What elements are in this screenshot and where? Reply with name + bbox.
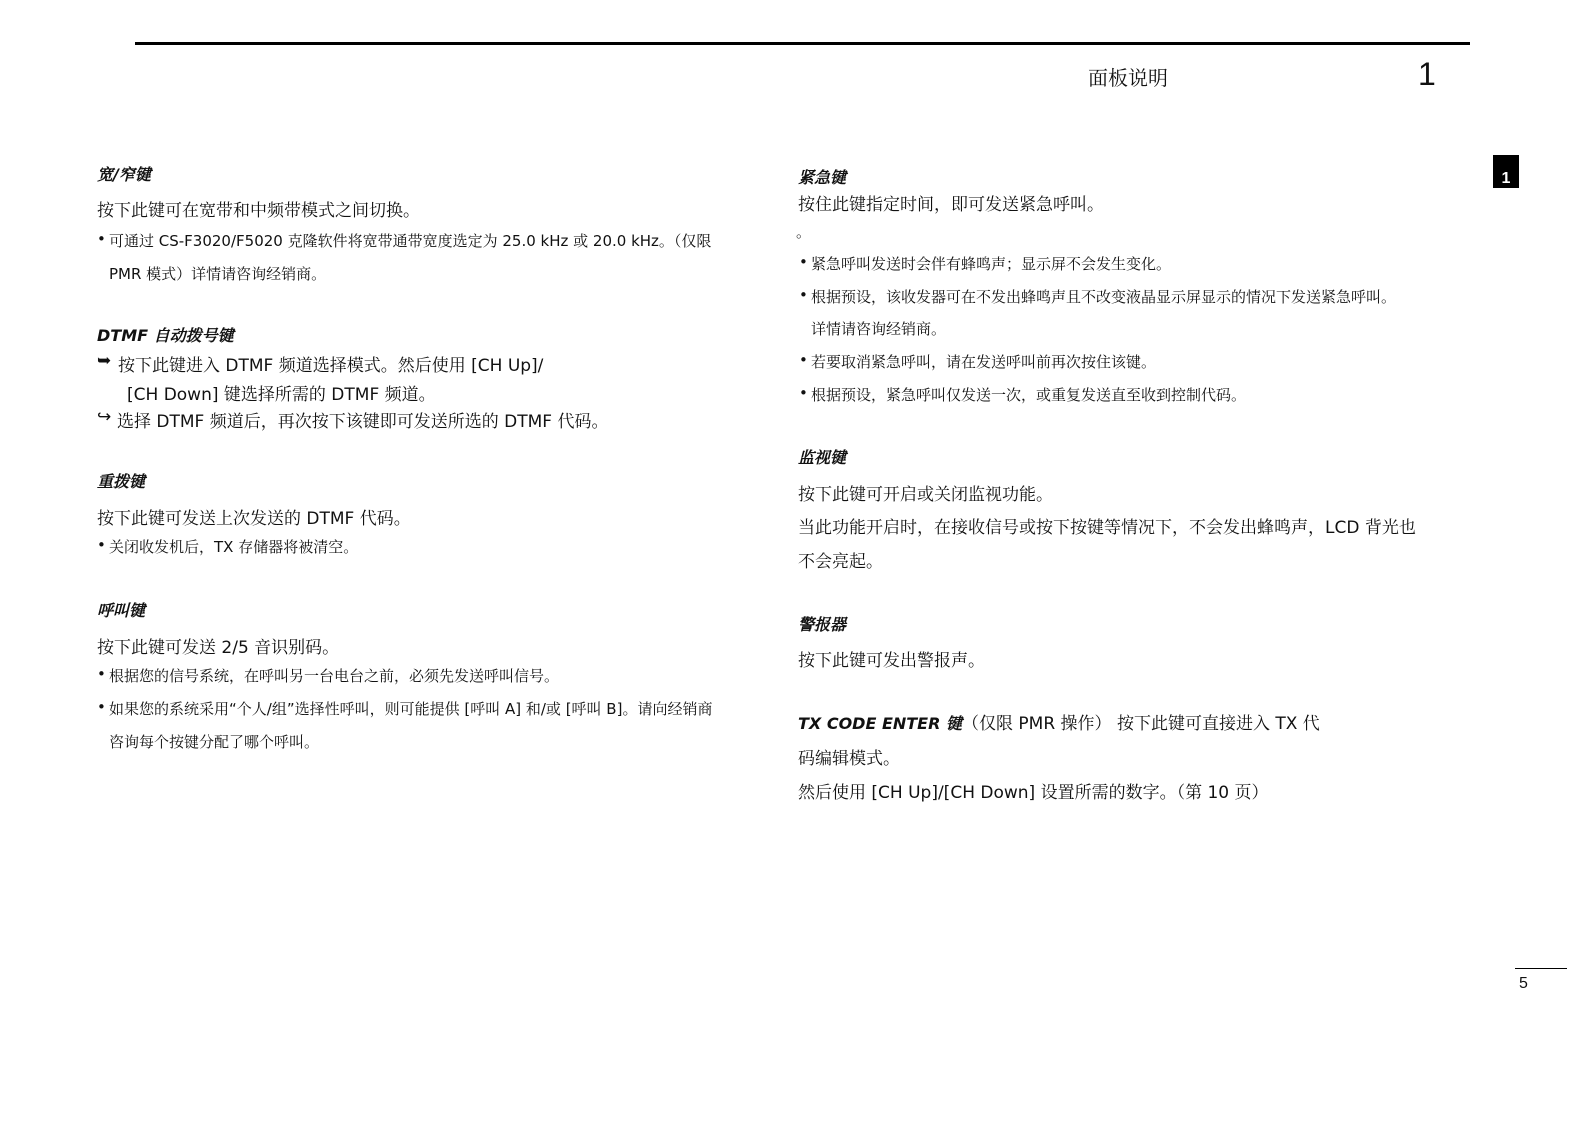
emergency-heading: 紧急键 bbox=[798, 168, 847, 187]
emergency-bullet-2-cont: 详情请咨询经销商。 bbox=[811, 320, 947, 338]
step-arrow-icon: ➥ bbox=[97, 351, 112, 371]
monitor-body-2-cont: 不会亮起。 bbox=[798, 552, 883, 572]
call-bullet-2-cont: 咨询每个按键分配了哪个呼叫。 bbox=[109, 733, 320, 751]
call-body: 按下此键可发送 2/5 音识别码。 bbox=[97, 638, 340, 658]
emergency-dot: 。 bbox=[796, 223, 812, 241]
page-number: 5 bbox=[1519, 975, 1528, 992]
emergency-bullet-4: • 根据预设，紧急呼叫仅发送一次，或重复发送直至收到控制代码。 bbox=[811, 384, 1246, 405]
tx-code-line-2: 码编辑模式。 bbox=[798, 749, 900, 769]
redial-body: 按下此键可发送上次发送的 DTMF 代码。 bbox=[97, 509, 411, 529]
tx-code-line-3: 然后使用 [CH Up]/[CH Down] 设置所需的数字。（第 10 页） bbox=[798, 783, 1269, 803]
dtmf-step1: 按下此键进入 DTMF 频道选择模式。然后使用 [CH Up]/ bbox=[118, 356, 544, 376]
wide-narrow-bullet-cont: PMR 模式）详情请咨询经销商。 bbox=[109, 265, 327, 283]
chapter-side-tab: 1 bbox=[1493, 155, 1519, 188]
wide-narrow-heading: 宽/窄键 bbox=[97, 165, 151, 184]
wide-narrow-bullet: • 可通过 CS-F3020/F5020 克隆软件将宽带通带宽度选定为 25.0 kHz 或 20.0 kHz。（仅限 bbox=[109, 230, 711, 251]
dtmf-step1-cont: [CH Down] 键选择所需的 DTMF 频道。 bbox=[127, 385, 436, 405]
alarm-body: 按下此键可发出警报声。 bbox=[798, 651, 985, 671]
footer-rule bbox=[1515, 968, 1567, 969]
return-arrow-icon: ↪ bbox=[97, 407, 112, 427]
alarm-heading: 警报器 bbox=[798, 615, 847, 634]
monitor-body-2: 当此功能开启时，在接收信号或按下按键等情况下，不会发出蜂鸣声，LCD 背光也 bbox=[798, 518, 1416, 538]
tx-code-line bbox=[798, 709, 1320, 734]
emergency-bullet-1: • 紧急呼叫发送时会伴有蜂鸣声；显示屏不会发生变化。 bbox=[811, 253, 1171, 274]
chapter-title: 面板说明 bbox=[1088, 66, 1168, 90]
dtmf-step2: 选择 DTMF 频道后，再次按下该键即可发送所选的 DTMF 代码。 bbox=[117, 412, 609, 432]
call-bullet-2: • 如果您的系统采用“个人/组”选择性呼叫，则可能提供 [呼叫 A] 和/或 [呼叫 B]。请向经销商 bbox=[109, 698, 712, 719]
call-bullet-1: • 根据您的信号系统，在呼叫另一台电台之前，必须先发送呼叫信号。 bbox=[109, 665, 559, 686]
emergency-body: 按住此键指定时间，即可发送紧急呼叫。 bbox=[798, 195, 1104, 215]
dtmf-heading: DTMF 自动拨号键 bbox=[97, 326, 234, 345]
emergency-bullet-2: • 根据预设，该收发器可在不发出蜂鸣声且不改变液晶显示屏显示的情况下发送紧急呼叫。 bbox=[811, 286, 1396, 307]
redial-bullet: • 关闭收发机后，TX 存储器将被清空。 bbox=[109, 536, 358, 557]
call-heading: 呼叫键 bbox=[97, 601, 146, 620]
wide-narrow-body: 按下此键可在宽带和中频带模式之间切换。 bbox=[97, 201, 420, 221]
monitor-body-1: 按下此键可开启或关闭监视功能。 bbox=[798, 485, 1053, 505]
monitor-heading: 监视键 bbox=[798, 448, 847, 467]
chapter-number: 1 bbox=[1418, 56, 1436, 92]
tx-code-inline: （仅限 PMR 操作） 按下此键可直接进入 TX 代 bbox=[962, 714, 1320, 734]
emergency-bullet-3: • 若要取消紧急呼叫，请在发送呼叫前再次按住该键。 bbox=[811, 351, 1156, 372]
redial-heading: 重拨键 bbox=[97, 472, 146, 491]
tx-code-heading: TX CODE ENTER 键 bbox=[798, 714, 963, 733]
top-rule bbox=[135, 42, 1470, 45]
